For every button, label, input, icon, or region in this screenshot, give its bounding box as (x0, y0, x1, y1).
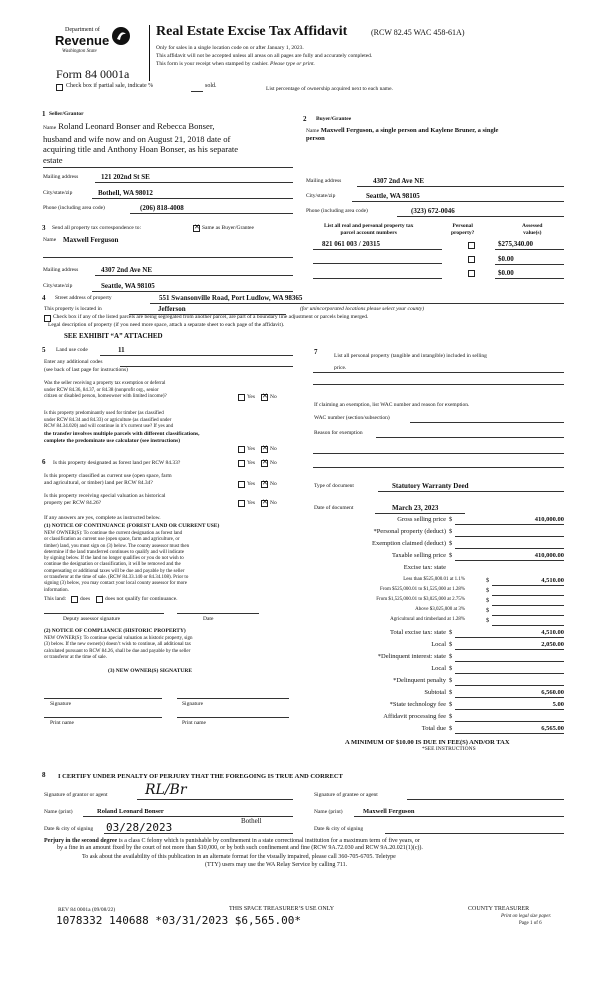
grantor-date-city-label: Date & city of signing (44, 826, 94, 832)
forest-yes-label: Yes (247, 460, 256, 466)
perjury-notice-2: by a fine in an amount fixed by the court of not more than $10,000, or by both such confinement and fine (RCW 9A.72.030 and RCW 9A.20.021(1)(c)). (57, 845, 423, 851)
seller-name-line2[interactable]: husband and wife now and on August 21, 2018 date of (43, 133, 231, 144)
new-owner-print-1: Print name (50, 720, 74, 726)
seller-name-label: Name (43, 125, 57, 131)
assessed-value-1[interactable]: $275,340.00 (498, 240, 533, 248)
buyer-city-label: City/state/zip (306, 193, 336, 199)
tax-row-label: Exemption claimed (deduct) (371, 540, 446, 548)
seller-city-label: City/state/zip (43, 190, 73, 196)
seller-name-line1[interactable]: Roland Leonard Bonser and Rebecca Bonser, (58, 121, 215, 131)
correspondence-city-label: City/state/zip (43, 283, 73, 289)
cashier-receipt-stamp: 1078332 140688 *03/31/2023 $6,565.00* (56, 914, 302, 927)
alt-format-notice: To ask about the availability of this publication in an alternate format for the visually impaired, please call 360-705-6705. Teletype (82, 854, 396, 860)
current-use-no-label: No (270, 481, 277, 487)
form-revision: REV 84 0001a (09/08/22) (58, 907, 116, 913)
form-title-rcw: (RCW 82.45 WAC 458-61A) (371, 28, 465, 37)
see-instructions-note: *SEE INSTRUCTIONS (422, 746, 476, 752)
minimum-fee-note: A MINIMUM OF $10.00 IS DUE IN FEE(S) AND/OR TAX (345, 739, 510, 746)
historic-yes-checkbox[interactable] (238, 500, 245, 507)
rows2-amount[interactable]: 2,050.00 (541, 640, 564, 648)
deputy-assessor-label: Deputy assessor signature (63, 616, 121, 622)
certify-statement: I CERTIFY UNDER PENALTY OF PERJURY THAT THE FOREGOING IS TRUE AND CORRECT (58, 773, 343, 780)
tax-row-dollar: $ (449, 552, 453, 560)
correspondence-city[interactable]: Seattle, WA 98105 (101, 282, 155, 290)
brackets-dollar: $ (486, 617, 490, 625)
rows2-label: *State technology fee (389, 701, 446, 709)
header-note-1: Only for sales in a single location code on or after January 1, 2023. (156, 45, 304, 51)
section7-number: 7 (314, 348, 318, 356)
form-title: Real Estate Excise Tax Affidavit (156, 24, 348, 39)
rows2-label: Total due (421, 725, 446, 733)
property-county[interactable]: Jefferson (158, 305, 186, 313)
document-type[interactable]: Statutory Warranty Deed (392, 482, 469, 490)
rows2-dollar: $ (449, 713, 453, 721)
partial-sale-sold: sold. (205, 83, 217, 89)
historic-no-label: No (270, 500, 277, 506)
grantor-signing-city[interactable]: Bothell (241, 817, 262, 825)
buyer-heading: Buyer/Grantee (316, 116, 352, 122)
brackets-dollar: $ (486, 586, 490, 594)
land-does-checkbox[interactable] (71, 596, 78, 603)
partial-sale-label: Check box if partial sale, indicate % (66, 83, 154, 89)
tax-row-label: Gross selling price (397, 516, 446, 523)
buyer-name-line2[interactable]: person (306, 135, 325, 142)
additional-codes-label: Enter any additional codes (44, 359, 103, 365)
exemption-no-checkbox[interactable] (261, 394, 268, 401)
tax-row-dollar: $ (449, 540, 453, 548)
rows2-dollar: $ (449, 701, 453, 709)
current-use-yes-checkbox[interactable] (238, 481, 245, 488)
same-as-buyer-label: Same as Buyer/Grantee (202, 225, 254, 231)
grantor-print-name[interactable]: Roland Leonard Bonser (97, 808, 164, 815)
new-owner-print-2: Print name (182, 720, 206, 726)
county-treasurer-label: COUNTY TREASURER (468, 906, 530, 912)
document-date-label: Date of document (314, 505, 354, 511)
grantee-signature-label: Signature of grantee or agent (314, 792, 378, 798)
notice-compliance-title: (2) NOTICE OF COMPLIANCE (HISTORIC PROPERTY) (44, 628, 186, 634)
rows2-label: *Delinquent penalty (393, 676, 446, 684)
rows2-label: Subtotal (424, 689, 446, 696)
deputy-date-label: Date (203, 616, 214, 622)
new-owner-signature-heading: (3) NEW OWNER(S) SIGNATURE (108, 668, 192, 674)
personal-property-checkbox-1[interactable] (468, 242, 475, 249)
correspondence-name[interactable]: Maxwell Ferguson (63, 236, 119, 244)
personal-property-checkbox-3[interactable] (468, 270, 475, 277)
form-number: Form 84 0001a (56, 67, 130, 81)
tax-row-label: Excise tax: state (403, 564, 446, 572)
buyer-phone-label: Phone (including area code) (306, 208, 368, 214)
correspondence-number: 3 (42, 224, 46, 232)
exemption-question: Was the seller receiving a property tax exemption or deferral under RCW 84.36, 84.37, or 84.38 (nonprofit org., senior citizen or disabled person, homeowner with limited income)? (44, 381, 167, 399)
property-street-label: Street address of property (55, 295, 112, 301)
exemption-instructions: If claiming an exemption, list WAC number and reason for exemption. (314, 402, 470, 408)
forest-no-checkbox[interactable] (261, 460, 268, 467)
seller-city[interactable]: Bothell, WA 98012 (98, 189, 153, 197)
exemption-yes-checkbox[interactable] (238, 394, 245, 401)
grantee-name-label: Name (print) (314, 809, 343, 815)
seller-name-line4[interactable]: estate (43, 154, 63, 165)
timber-yes-checkbox[interactable] (238, 446, 245, 453)
rows2-label: Affidavit processing fee (383, 713, 446, 721)
buyer-city[interactable]: Seattle, WA 98105 (366, 192, 420, 200)
section6-number: 6 (42, 458, 46, 466)
land-does-label: does (80, 596, 91, 602)
same-as-buyer-checkbox[interactable] (193, 225, 200, 232)
personal-property-text: List all personal property (tangible and intangible) included in selling price. (334, 353, 487, 371)
forest-yes-checkbox[interactable] (238, 460, 245, 467)
rows2-dollar: $ (449, 676, 453, 684)
land-use-code[interactable]: 11 (118, 346, 125, 354)
header-note-2: This affidavit will not be accepted unless all areas on all pages are fully and accurately completed. (156, 53, 373, 59)
rows2-amount[interactable]: 6,565.00 (541, 725, 564, 733)
property-section-number: 4 (42, 294, 46, 302)
land-use-section-number: 5 (42, 346, 46, 354)
legal-description-exhibit[interactable]: SEE EXHIBIT “A” ATTACHED (64, 332, 163, 340)
seller-heading: Seller/Grantor (49, 111, 84, 117)
land-does-not-checkbox[interactable] (96, 596, 103, 603)
brackets-dollar: $ (486, 576, 490, 584)
personal-col-header: Personal property? (451, 223, 475, 236)
see-back-note: (see back of last page for instructions) (44, 367, 128, 373)
correspondence-text: Send all property tax correspondence to: (52, 225, 142, 231)
current-use-no-checkbox[interactable] (261, 481, 268, 488)
perjury-notice: Perjury in the second degree is a class C felony which is punishable by confinement in a state correctional institution for a maximum term of five years, or (44, 838, 420, 844)
historic-question: Is this property receiving special valuation as historical property per RCW 84.26? (44, 493, 166, 506)
header-note-3-italic: Please type or print. (269, 61, 315, 67)
notice-continuance-title: (1) NOTICE OF CONTINUANCE (FOREST LAND OR CURRENT USE) (44, 523, 220, 529)
new-owner-signature-2: Signature (182, 701, 204, 707)
parcel-number-1[interactable]: 821 061 003 / 20315 (322, 240, 380, 248)
notice-compliance-text: NEW OWNER(S): To continue special valuation as historic property, sign (3) below. If the new owner(s) doesn’t wish to continue, all additional tax calculated pursuant to RCW 84.26, shall be due and payable by the seller or transferor at the time of sale. (44, 636, 193, 660)
dept-line1: Department of (65, 27, 100, 33)
seller-name-line3[interactable]: acquiring title and Anthony Hoan Bonser, as his separate (43, 144, 239, 154)
dept-state: Washington State (62, 49, 97, 54)
rows2-amount[interactable]: 5.00 (552, 701, 564, 709)
page-number: Page 1 of 6 (519, 921, 542, 926)
brackets-label: Less than $525,000.01 at 1.1% (403, 576, 465, 582)
buyer-name-label: Name (306, 128, 320, 134)
buyer-mailing[interactable]: 4307 2nd Ave NE (373, 177, 425, 185)
rows2-dollar: $ (449, 628, 453, 636)
buyer-name (306, 127, 498, 143)
notice-continuance-text: NEW OWNER(S): To continue the current designation as forest land or classification as current use (open space, farm and agriculture, or timber) land, you must sign on (3) below. The county assessor must then determine if the land transferred continues to qualify and will indicate by signing below. If the land no longer qualifies or you do not wish to continue the designation or classification, it will be removed and the compensating or additional taxes will be due and payable by the seller or transferor at the time of sale. (RCW 84.33.140 or 84.34.108). Prior to signing (3) below, you may contact your local county assessor for more information. (44, 531, 190, 593)
assessed-value-2[interactable]: $0.00 (498, 255, 514, 263)
rows2-label: Local (431, 640, 446, 648)
partial-sale-checkbox[interactable] (56, 84, 63, 91)
seller-mailing[interactable]: 121 202nd St SE (101, 173, 150, 181)
document-date[interactable]: March 23, 2023 (392, 504, 439, 512)
tty-notice: (TTY) users may use the WA Relay Service by calling 711. (205, 862, 348, 868)
exemption-no-label: No (270, 394, 277, 400)
legal-paper-note: Print on legal size paper. (501, 914, 552, 919)
tax-row-amount[interactable]: 410,000.00 (534, 552, 564, 560)
tax-row-dollar: $ (449, 528, 453, 536)
rows2-label: Total excise tax: state (389, 628, 446, 636)
brackets-dollar: $ (486, 596, 490, 604)
exemption-yes-label: Yes (247, 394, 256, 400)
timber-question: Is this property predominantly used for timber (as classified under RCW 84.34 and 84.33) or agriculture (as classified under RCW 84.34.020) and will continue in it’s current use? If yes and the transfer involves multiple parcels with different classifications, complete the predominate use calculator (see instructions) (44, 411, 200, 444)
brackets-label: Above $3,025,000 at 3% (415, 607, 465, 613)
document-type-label: Type of document (314, 483, 354, 489)
historic-yes-label: Yes (247, 500, 256, 506)
grantor-signature[interactable]: RL/Br (145, 782, 187, 798)
boundary-label: Check box if any of the listed parcels are being segregated from another parcel, are part of a boundary line adjustment or parcels being merged. (53, 314, 369, 320)
correspondence-name-label: Name (43, 237, 57, 243)
dor-logo-icon (111, 26, 131, 46)
boundary-checkbox[interactable] (44, 315, 51, 322)
if-any-yes-note: If any answers are yes, complete as instructed below. (44, 515, 161, 521)
header-note-3: This form is your receipt when stamped by cashier. (156, 61, 269, 67)
dept-name: Revenue (55, 33, 110, 48)
current-use-yes-label: Yes (247, 481, 256, 487)
tax-row-dollar: $ (449, 516, 453, 523)
seller-phone-label: Phone (including area code) (43, 205, 105, 211)
seller-section-number: 1 (42, 110, 46, 118)
timber-no-label: No (270, 446, 277, 452)
wac-number-label: WAC number (section/subsection) (314, 415, 390, 421)
seller-mailing-label: Mailing address (43, 174, 79, 180)
rows2-dollar: $ (449, 725, 453, 733)
grantee-print-name[interactable]: Maxwell Ferguson (363, 808, 415, 815)
brackets-label: From $525,000.01 to $1,525,000 at 1.28% (380, 586, 465, 592)
section8-number: 8 (42, 771, 46, 779)
buyer-phone[interactable]: (323) 672-0046 (411, 207, 455, 215)
legal-description-label: Legal description of property (if you need more space, attach a separate sheet to each page of the affidavit). (48, 322, 285, 328)
forest-land-question: Is this property designated as forest land per RCW 84.33? (53, 460, 181, 466)
forest-no-label: No (270, 460, 277, 466)
rows2-label: Local (431, 664, 446, 672)
grantee-date-city-label: Date & city of signing (314, 826, 364, 832)
land-does-not-label: does not qualify for continuance. (105, 596, 178, 602)
ownership-note: List percentage of ownership acquired next to each name. (266, 86, 393, 92)
timber-no-checkbox[interactable] (261, 446, 268, 453)
rows2-dollar: $ (449, 652, 453, 660)
property-street[interactable]: 551 Swansonville Road, Port Ludlow, WA 98365 (159, 294, 303, 302)
grantor-name-label: Name (print) (44, 809, 73, 815)
brackets-dollar: $ (486, 607, 490, 615)
brackets-label: Agricultural and timberland at 1.28% (390, 617, 465, 623)
timber-yes-label: Yes (247, 446, 256, 452)
brackets-amount[interactable]: 4,510.00 (541, 576, 564, 584)
grantor-signing-date[interactable]: 03/28/2023 (106, 821, 173, 834)
tax-row-amount[interactable]: 410,000.00 (534, 516, 564, 523)
seller-phone[interactable]: (206) 818-4008 (140, 204, 184, 212)
historic-no-checkbox[interactable] (261, 500, 268, 507)
new-owner-signature-1: Signature (50, 701, 72, 707)
seller-name (43, 121, 238, 165)
tax-row-label: Taxable selling price (391, 552, 446, 560)
property-located-label: This property is located in (44, 306, 102, 312)
rows2-dollar: $ (449, 689, 453, 696)
buyer-mailing-label: Mailing address (306, 178, 342, 184)
parcel-col-header: List all real and personal property tax parcel account numbers (324, 223, 414, 236)
rows2-label: *Delinquent interest: state (377, 652, 446, 660)
correspondence-mailing-label: Mailing address (43, 267, 79, 273)
correspondence-mailing[interactable]: 4307 2nd Ave NE (101, 266, 153, 274)
rows2-amount[interactable]: 6,560.00 (541, 689, 564, 696)
brackets-label: From $1,525,000.01 to $3,025,000 at 2.75% (376, 596, 465, 602)
tax-row-label: *Personal property (deduct) (373, 528, 446, 536)
unincorporated-note: (for unincorporated locations please select your county) (300, 306, 425, 312)
personal-property-checkbox-2[interactable] (468, 256, 475, 263)
buyer-name-line1[interactable]: Maxwell Ferguson, a single person and Kaylene Bruner, a single (320, 127, 499, 134)
rows2-amount[interactable]: 4,510.00 (541, 628, 564, 636)
treasurer-space-label: THIS SPACE TREASURER’S USE ONLY (229, 906, 335, 912)
land-use-label: Land use code (56, 347, 88, 353)
assessed-col-header: Assessed value(s) (522, 223, 543, 236)
this-land-label: This land: (44, 596, 67, 602)
current-use-question: Is this property classified as current use (open space, farm and agricultural, or timber) land per RCW 84.34? (44, 473, 172, 486)
exemption-reason-label: Reason for exemption (314, 430, 363, 436)
grantor-signature-label: Signature of grantor or agent (44, 792, 108, 798)
buyer-section-number: 2 (303, 115, 307, 123)
rows2-dollar: $ (449, 664, 453, 672)
assessed-value-3[interactable]: $0.00 (498, 269, 514, 277)
rows2-dollar: $ (449, 640, 453, 648)
